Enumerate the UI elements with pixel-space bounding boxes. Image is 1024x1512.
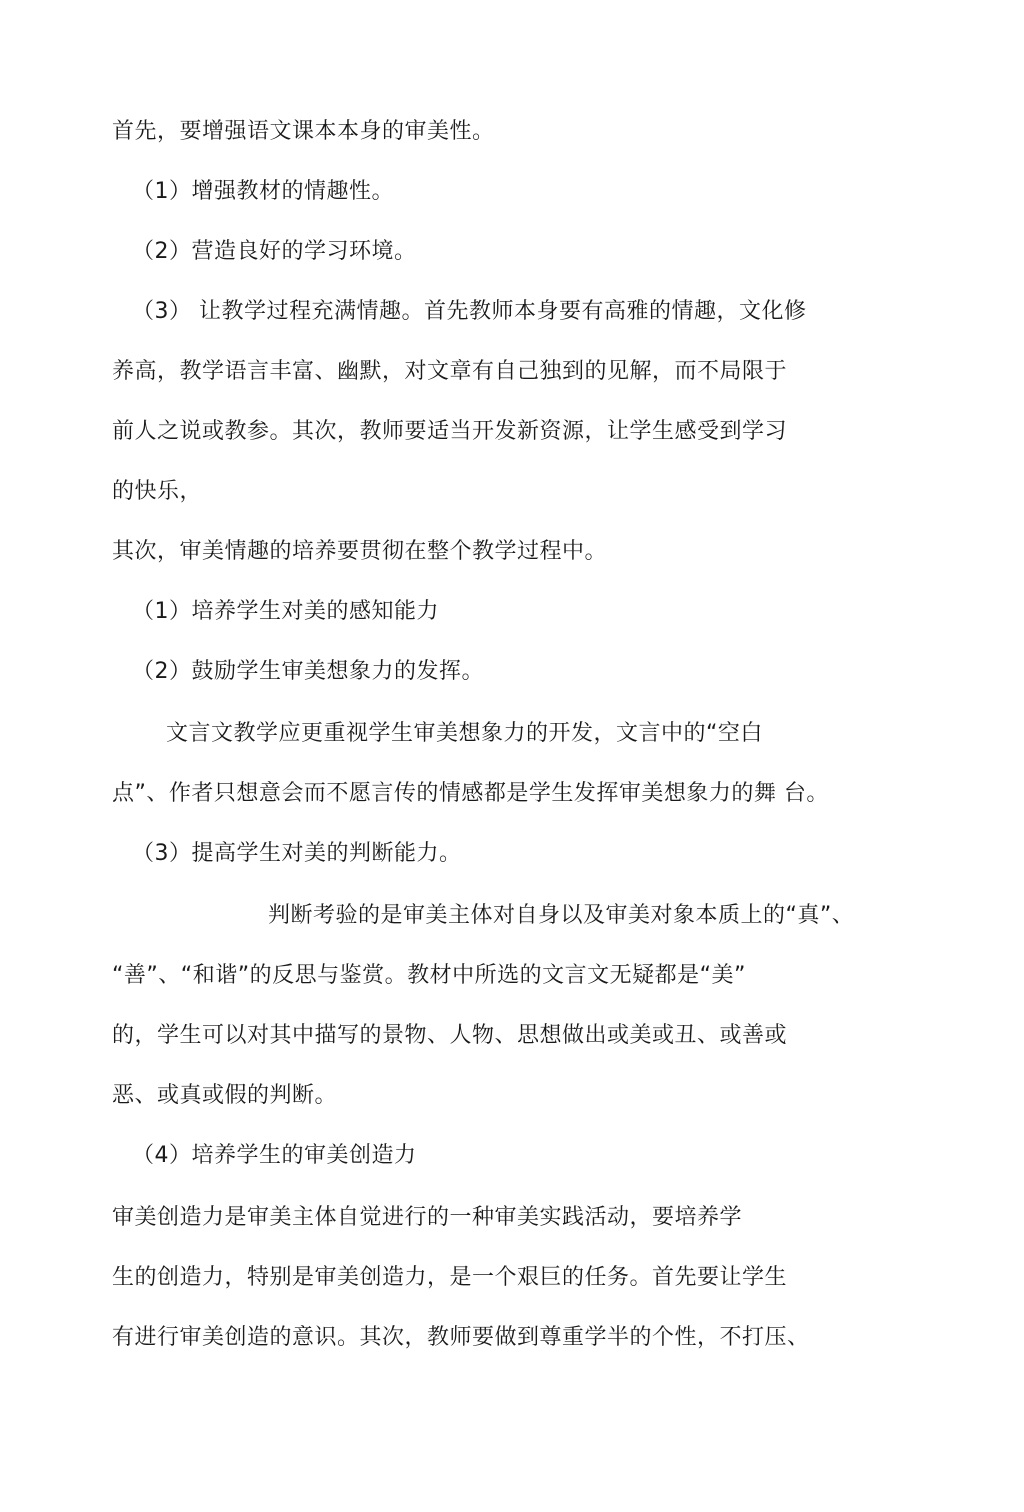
paragraph-line: 养高，教学语言丰富、幽默，对文章有自己独到的见解，而不局限于 (112, 359, 788, 384)
paragraph-line: 首先，要增强语文课本本身的审美性。 (112, 119, 495, 144)
paragraph-line: 文言文教学应更重视学生审美想象力的开发，文言中的“空白 (166, 721, 763, 746)
paragraph-line: 有进行审美创造的意识。其次，教师要做到尊重学半的个性，不打压、 (112, 1325, 810, 1350)
paragraph-line: 点”、作者只想意会而不愿言传的情感都是学生发挥审美想象力的舞 台。 (112, 781, 829, 806)
paragraph-line: 前人之说或教参。其次，教师要适当开发新资源，让学生感受到学习 (112, 419, 788, 444)
list-item: （1）培养学生对美的感知能力 (132, 599, 439, 624)
paragraph-line: 其次，审美情趣的培养要贯彻在整个教学过程中。 (112, 539, 608, 564)
paragraph-line: 的，学生可以对其中描写的景物、人物、思想做出或美或丑、或善或 (112, 1023, 788, 1048)
list-item: （3） 让教学过程充满情趣。首先教师本身要有高雅的情趣，文化修 (132, 299, 807, 324)
paragraph-line: 审美创造力是审美主体自觉进行的一种审美实践活动，要培养学 (112, 1205, 743, 1230)
list-item: （1）增强教材的情趣性。 (132, 179, 394, 204)
paragraph-line: 恶、或真或假的判断。 (112, 1083, 338, 1108)
list-item: （4）培养学生的审美创造力 (132, 1143, 417, 1168)
list-item: （2）营造良好的学习环境。 (132, 239, 417, 264)
paragraph-line: 生的创造力，特别是审美创造力，是一个艰巨的任务。首先要让学生 (112, 1265, 788, 1290)
list-item: （2）鼓励学生审美想象力的发挥。 (132, 659, 484, 684)
paragraph-line: “善”、“和谐”的反思与鉴赏。教材中所选的文言文无疑都是“美” (112, 963, 746, 988)
paragraph-line: 的快乐， (112, 479, 203, 504)
paragraph-line: 判断考验的是审美主体对自身以及审美对象本质上的“真”、 (268, 903, 855, 928)
list-item: （3）提高学生对美的判断能力。 (132, 841, 462, 866)
